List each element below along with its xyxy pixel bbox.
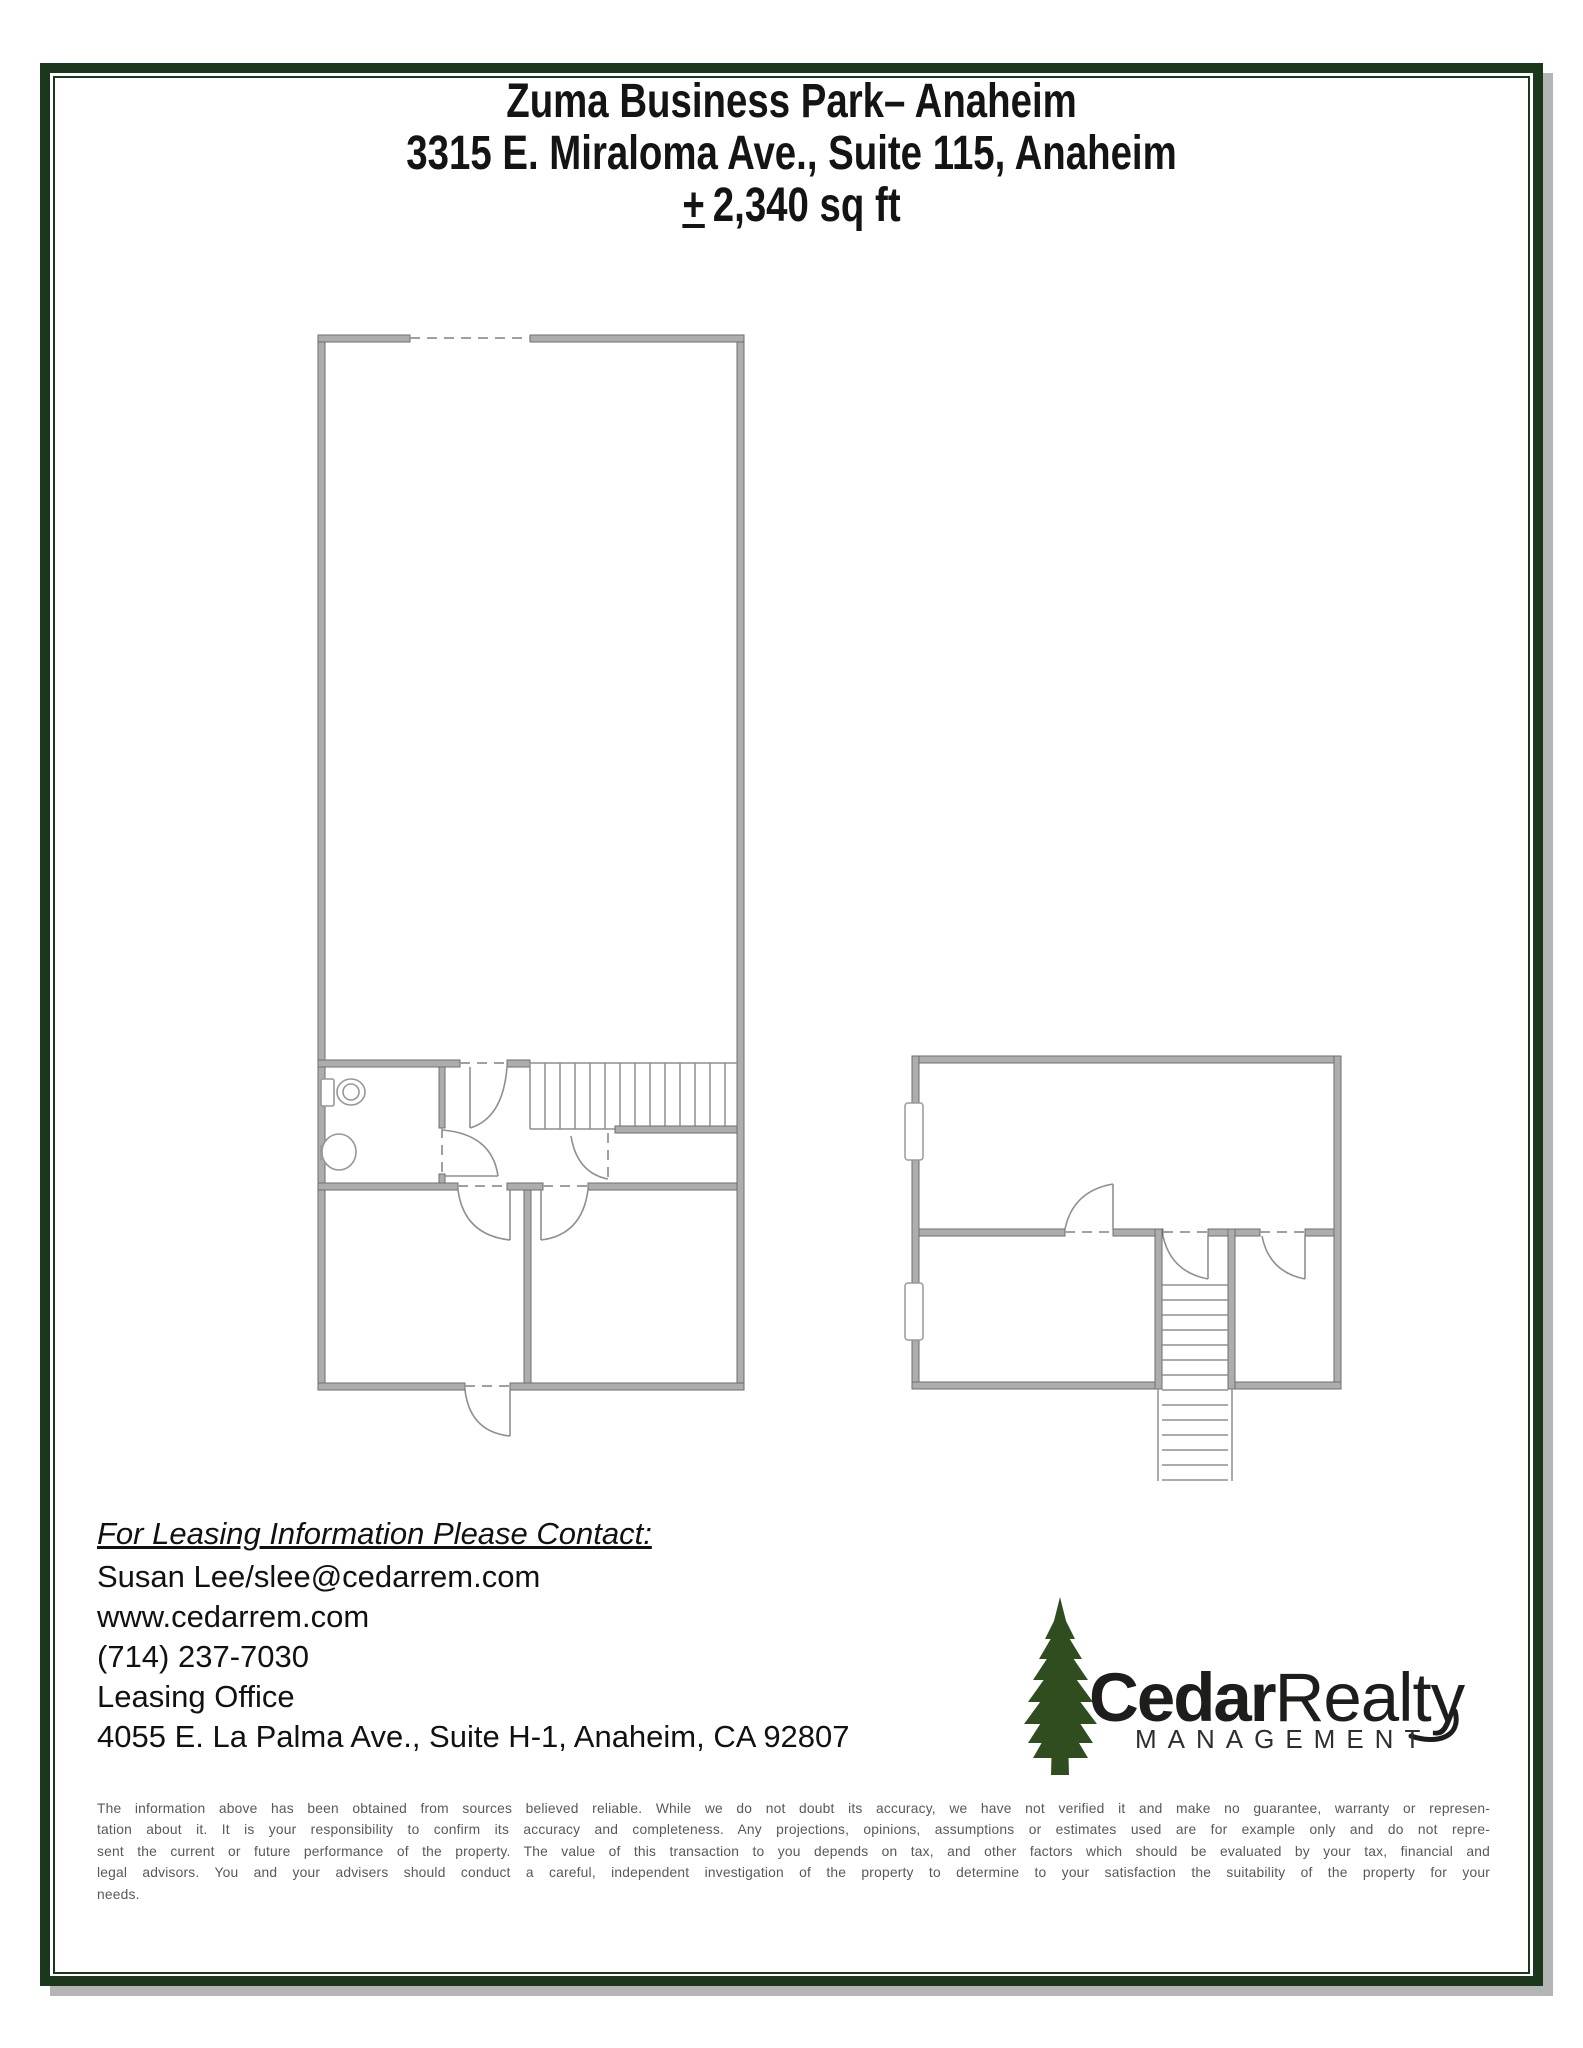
page-title: Zuma Business Park– Anaheim: [506, 75, 1077, 128]
stairs: [1158, 1285, 1232, 1481]
window-opening: [905, 1103, 923, 1160]
disclaimer-line: needs.: [97, 1886, 140, 1902]
company-logo: [1003, 1583, 1503, 1793]
left-unit-plan: [318, 335, 744, 1436]
area-value: 2,340 sq ft: [712, 179, 901, 232]
restroom-fixtures: [321, 1079, 365, 1170]
disclaimer-line: sent the current or future performance of the property. The value of this transaction to you depends on tax, and other factors which should be evaluated by your tax, financial and: [97, 1843, 1490, 1859]
disclaimer-line: The information above has been obtained from sources believed reliable. While we do not doubt its accuracy, we have not verified it and make no guarantee, warranty or represen-: [97, 1801, 1490, 1816]
right-unit-interior-walls: [919, 1229, 1334, 1389]
left-unit-interior-walls: [318, 1060, 737, 1383]
contact-address: 4055 E. La Palma Ave., Suite H-1, Anaheim, CA 92807: [97, 1719, 850, 1754]
address-line: 3315 E. Miraloma Ave., Suite 115, Anaheim: [406, 127, 1177, 180]
contact-name-email: Susan Lee/slee@cedarrem.com: [97, 1559, 541, 1594]
logo-realty: Realty: [1274, 1659, 1465, 1736]
logo-cedar: Cedar: [1089, 1659, 1275, 1736]
right-unit-outer-walls: [905, 1056, 1341, 1389]
disclaimer-line: legal advisors. You and your advisers should conduct a careful, independent investigation of the property to determine to your satisfaction the suitability of the property for your: [97, 1865, 1490, 1881]
sink-icon: [321, 1134, 356, 1170]
toilet-icon: [321, 1079, 365, 1106]
disclaimer-line: tation about it. It is your responsibility to confirm its accuracy and completeness. Any projections, opinions, assumptions or estimates used are for example only and do not repre-: [97, 1822, 1490, 1838]
contact-office: Leasing Office: [97, 1679, 295, 1714]
stairs: [530, 1063, 737, 1133]
contact-heading: For Leasing Information Please Contact:: [97, 1516, 652, 1551]
contact-block: [97, 1514, 850, 1757]
plus-minus-sign: +: [682, 179, 705, 232]
right-unit-plan: [905, 1056, 1341, 1481]
disclaimer-block: [97, 1798, 1490, 1905]
logo-management: MANAGEMENT: [1135, 1724, 1432, 1754]
window-opening: [905, 1283, 923, 1340]
stair-rail-wall: [615, 1126, 737, 1133]
contact-phone: (714) 237-7030: [97, 1639, 309, 1674]
contact-website: www.cedarrem.com: [97, 1599, 370, 1634]
